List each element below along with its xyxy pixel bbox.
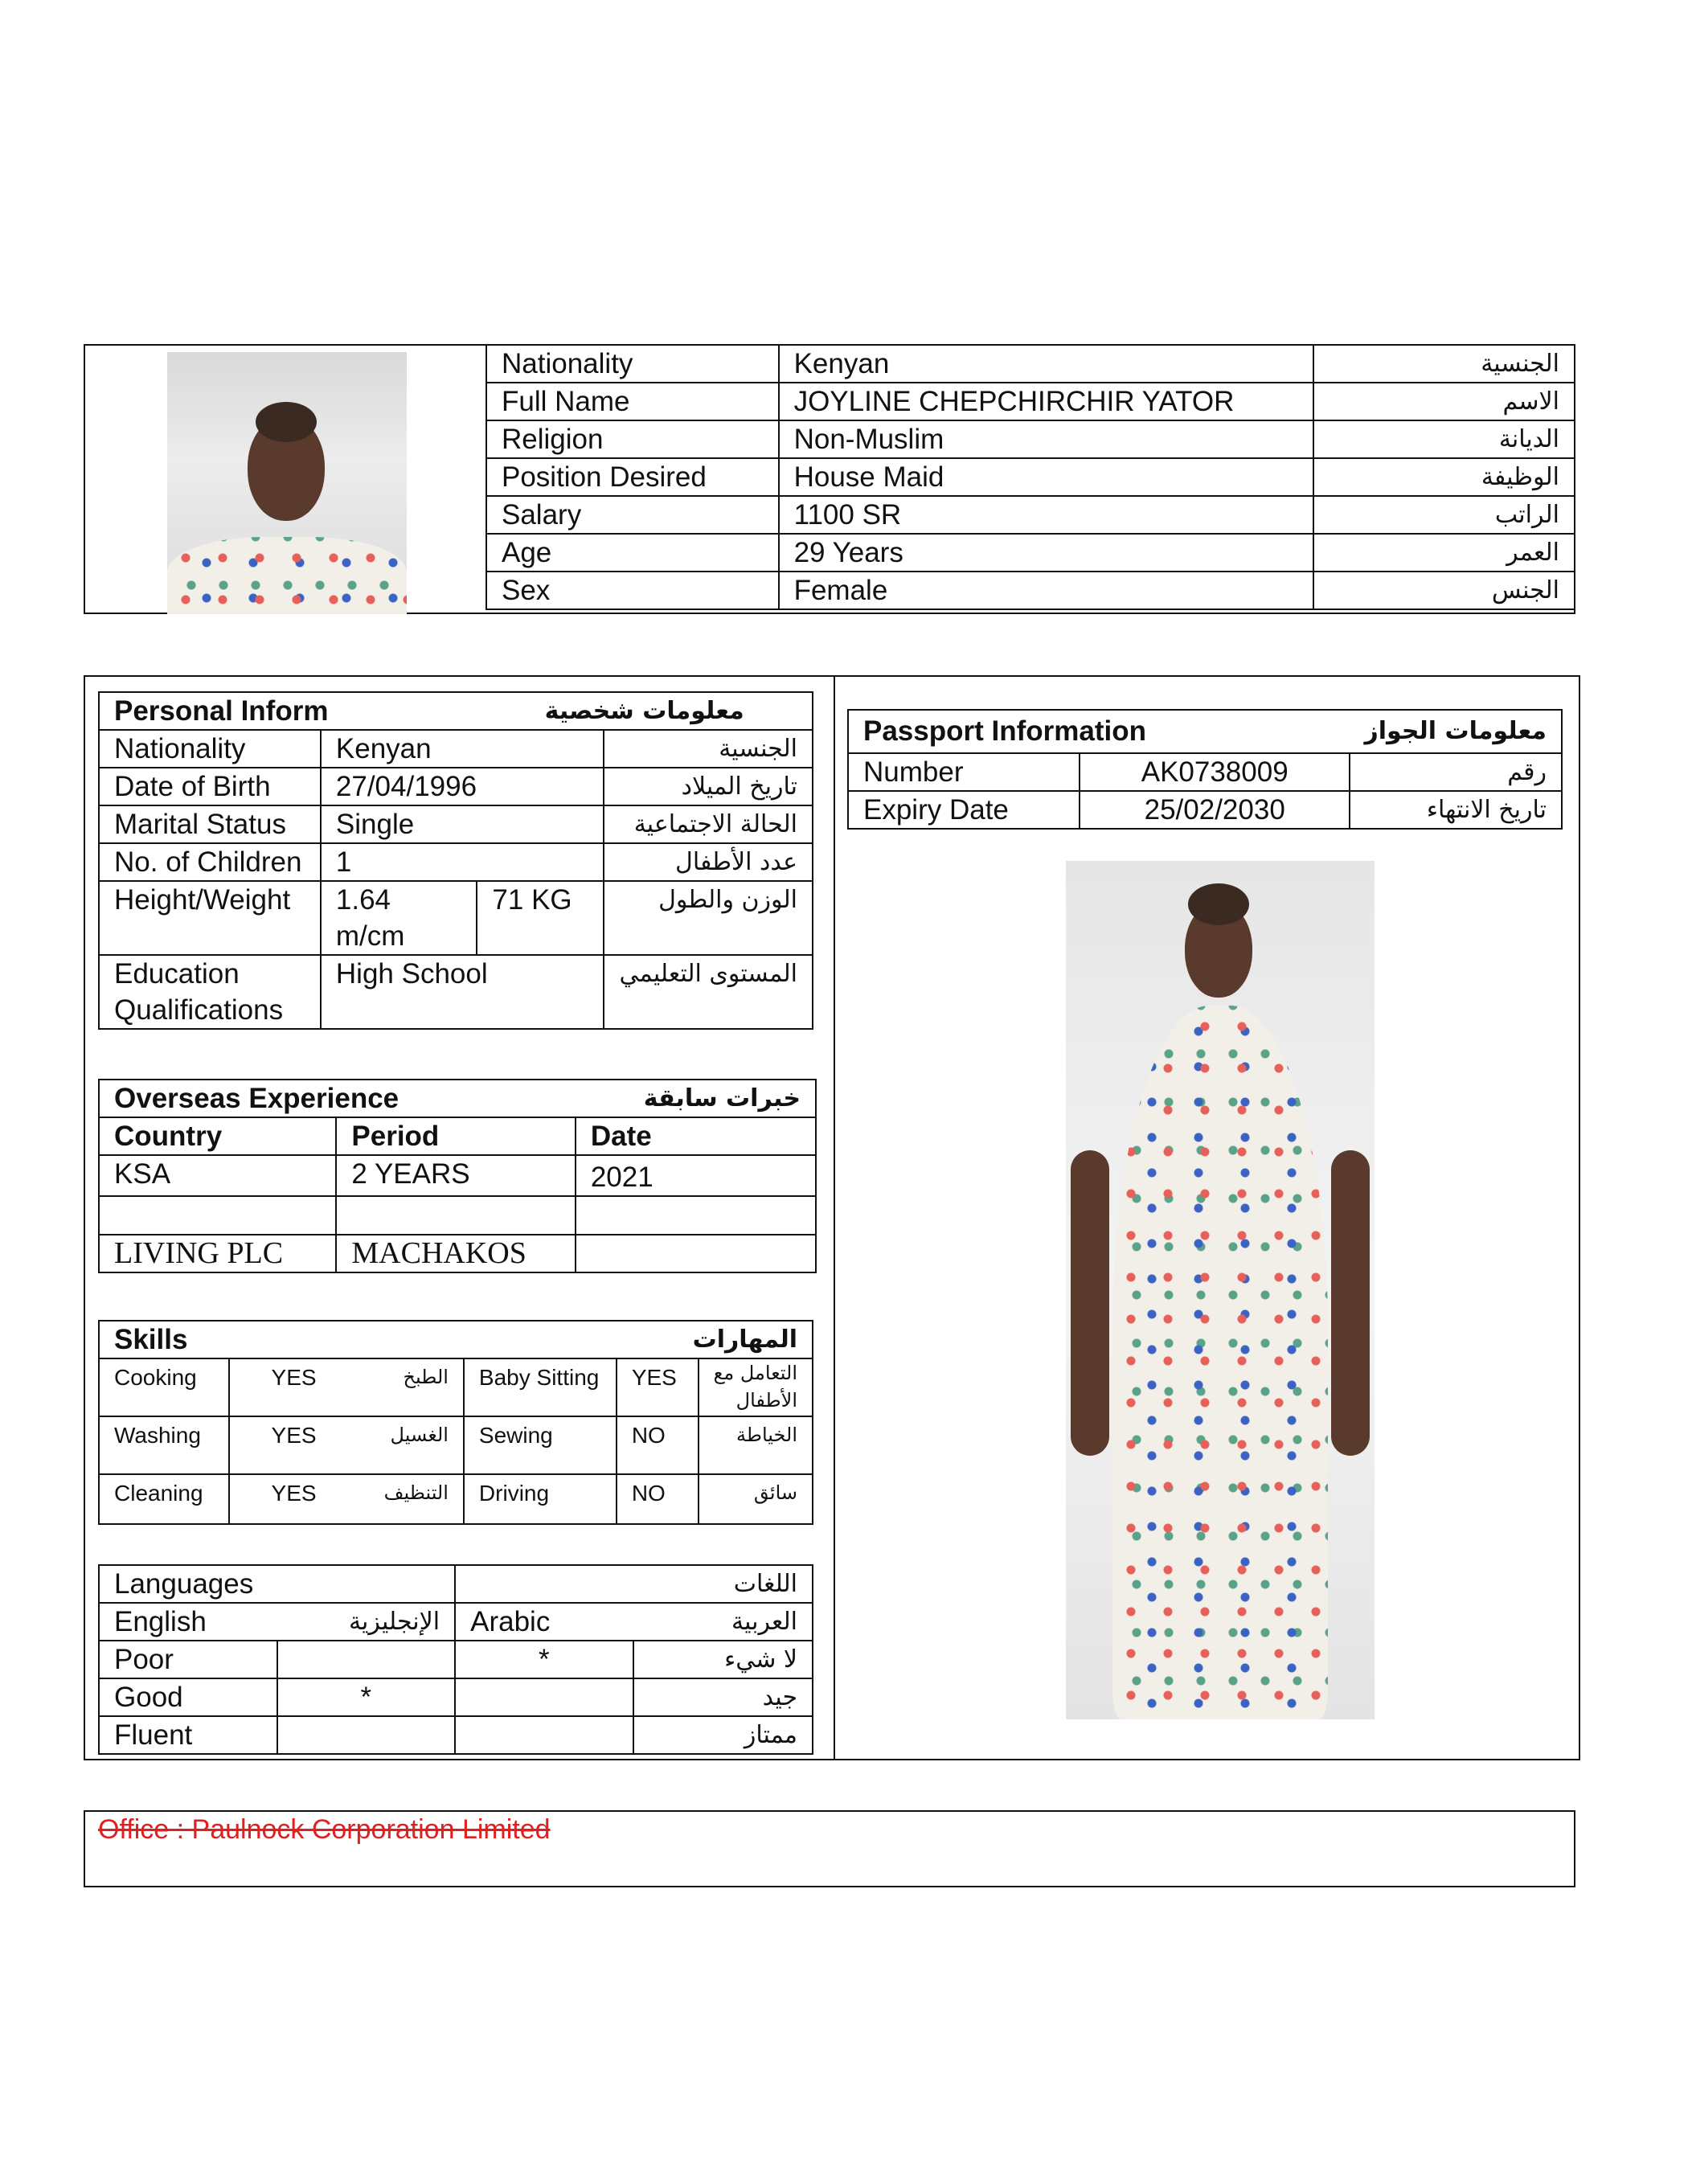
field-label bbox=[99, 955, 321, 1029]
table-row bbox=[486, 496, 1575, 534]
skills-title-ar: المهارات bbox=[464, 1321, 813, 1358]
height-value: 1.64 bbox=[335, 884, 391, 916]
table-row bbox=[99, 1080, 816, 1117]
education-label-1: Education bbox=[114, 958, 240, 990]
level-arabic bbox=[455, 1716, 633, 1754]
table-row bbox=[99, 1641, 813, 1678]
full-body-photo bbox=[1066, 861, 1375, 1719]
table-row bbox=[99, 1321, 813, 1358]
header-label: Salary bbox=[486, 496, 779, 534]
table-row bbox=[99, 1358, 813, 1416]
level-english bbox=[277, 1641, 456, 1678]
header-table bbox=[486, 344, 1575, 610]
level-label: Good bbox=[99, 1678, 277, 1716]
header-value: 1100 SR bbox=[779, 496, 1314, 534]
baby-sitting-ar-line2: الأطفال bbox=[735, 1389, 797, 1412]
table-row bbox=[99, 1716, 813, 1754]
skill-label: Sewing bbox=[464, 1416, 617, 1474]
language-arabic-ar: العربية bbox=[633, 1603, 813, 1641]
level-label-ar: لا شيء bbox=[633, 1641, 813, 1678]
table-row bbox=[99, 1474, 813, 1524]
languages-table bbox=[98, 1564, 813, 1755]
table-cell: MACHAKOS bbox=[336, 1235, 575, 1272]
field-label-ar: تاريخ الميلاد bbox=[604, 768, 813, 805]
language-english: English bbox=[99, 1603, 277, 1641]
field-value: Single bbox=[321, 805, 604, 843]
table-row bbox=[99, 730, 813, 768]
header-label: Full Name bbox=[486, 383, 779, 420]
field-label: Height/Weight bbox=[99, 881, 321, 955]
office-box bbox=[84, 1810, 1575, 1887]
skill-label: Driving bbox=[464, 1474, 617, 1524]
level-label-ar: ممتاز bbox=[633, 1716, 813, 1754]
table-row bbox=[486, 572, 1575, 609]
passport-table bbox=[847, 709, 1563, 830]
table-row bbox=[99, 692, 813, 730]
skill-label: Baby Sitting bbox=[464, 1358, 617, 1416]
field-label: Expiry Date bbox=[848, 791, 1080, 829]
table-row bbox=[99, 805, 813, 843]
field-value: High School bbox=[321, 955, 604, 1029]
field-label: Date of Birth bbox=[99, 768, 321, 805]
height-unit: m/cm bbox=[335, 920, 405, 952]
skill-value: YES bbox=[229, 1358, 349, 1416]
skill-value: NO bbox=[617, 1474, 699, 1524]
column-header: Country bbox=[99, 1117, 336, 1155]
table-row bbox=[99, 1416, 813, 1474]
table-row bbox=[848, 710, 1562, 753]
level-arabic: * bbox=[455, 1641, 633, 1678]
language-english-ar: الإنجليزية bbox=[277, 1603, 456, 1641]
skills-title: Skills bbox=[99, 1321, 464, 1358]
skill-label: Cooking bbox=[99, 1358, 229, 1416]
passport-title-ar: معلومات الجواز bbox=[1350, 710, 1562, 753]
level-english: * bbox=[277, 1678, 456, 1716]
weight-value: 71 KG bbox=[477, 881, 604, 955]
main-divider bbox=[834, 675, 835, 1760]
level-label-ar: جيد bbox=[633, 1678, 813, 1716]
table-row bbox=[486, 458, 1575, 496]
header-value: 29 Years bbox=[779, 534, 1314, 572]
header-label-ar: الجنسية bbox=[1313, 345, 1575, 383]
level-english bbox=[277, 1716, 456, 1754]
field-label-ar: المستوى التعليمي bbox=[604, 955, 813, 1029]
header-value: House Maid bbox=[779, 458, 1314, 496]
field-value bbox=[321, 881, 477, 955]
table-cell: KSA bbox=[99, 1155, 336, 1196]
skill-label-ar bbox=[699, 1358, 813, 1416]
field-label-ar: الجنسية bbox=[604, 730, 813, 768]
skill-value: YES bbox=[229, 1416, 349, 1474]
skill-value: YES bbox=[229, 1474, 349, 1524]
table-cell bbox=[336, 1196, 575, 1235]
personal-title: Personal Inform bbox=[99, 692, 477, 730]
languages-title: Languages bbox=[99, 1565, 455, 1603]
column-header: Period bbox=[336, 1117, 575, 1155]
table-row bbox=[99, 1678, 813, 1716]
office-text: Office : Paulnock Corporation Limited bbox=[98, 1814, 551, 1845]
skill-label: Washing bbox=[99, 1416, 229, 1474]
skills-table bbox=[98, 1320, 813, 1525]
header-value: Non-Muslim bbox=[779, 420, 1314, 458]
table-row bbox=[99, 881, 813, 955]
field-label-ar: الوزن والطول bbox=[604, 881, 813, 955]
language-arabic: Arabic bbox=[455, 1603, 633, 1641]
experience-title: Overseas Experience bbox=[99, 1080, 576, 1117]
personal-title-ar: معلومات شخصية bbox=[477, 692, 813, 730]
portrait-photo bbox=[167, 352, 407, 614]
table-cell: 2 YEARS bbox=[336, 1155, 575, 1196]
header-label-ar: العمر bbox=[1313, 534, 1575, 572]
skill-value: YES bbox=[617, 1358, 699, 1416]
header-value: JOYLINE CHEPCHIRCHIR YATOR bbox=[779, 383, 1314, 420]
table-cell bbox=[576, 1235, 816, 1272]
table-row bbox=[486, 420, 1575, 458]
header-label-ar: الوظيفة bbox=[1313, 458, 1575, 496]
table-row bbox=[848, 791, 1562, 829]
table-row bbox=[99, 1235, 816, 1272]
education-label-2: Qualifications bbox=[114, 994, 284, 1026]
field-label: Marital Status bbox=[99, 805, 321, 843]
table-cell: 2021 bbox=[576, 1155, 816, 1196]
field-label-ar: عدد الأطفال bbox=[604, 843, 813, 881]
table-cell bbox=[576, 1196, 816, 1235]
table-cell bbox=[99, 1196, 336, 1235]
level-label: Poor bbox=[99, 1641, 277, 1678]
field-label-ar: تاريخ الانتهاء bbox=[1350, 791, 1562, 829]
header-label-ar: الاسم bbox=[1313, 383, 1575, 420]
table-row bbox=[99, 1117, 816, 1155]
table-row bbox=[99, 955, 813, 1029]
column-header: Date bbox=[576, 1117, 816, 1155]
skill-label: Cleaning bbox=[99, 1474, 229, 1524]
skill-label-ar: الغسيل bbox=[349, 1416, 464, 1474]
table-row bbox=[99, 1155, 816, 1196]
table-row bbox=[99, 1565, 813, 1603]
header-value: Kenyan bbox=[779, 345, 1314, 383]
field-label-ar: رقم bbox=[1350, 753, 1562, 791]
header-label: Religion bbox=[486, 420, 779, 458]
level-arabic bbox=[455, 1678, 633, 1716]
baby-sitting-ar-line1: التعامل مع bbox=[713, 1362, 797, 1384]
passport-number: AK0738009 bbox=[1080, 753, 1350, 791]
level-label: Fluent bbox=[99, 1716, 277, 1754]
header-value: Female bbox=[779, 572, 1314, 609]
personal-table bbox=[98, 691, 813, 1030]
header-label: Position Desired bbox=[486, 458, 779, 496]
table-row bbox=[99, 1603, 813, 1641]
experience-title-ar: خبرات سابقة bbox=[576, 1080, 816, 1117]
table-cell: LIVING PLC bbox=[99, 1235, 336, 1272]
header-label: Age bbox=[486, 534, 779, 572]
field-label: Number bbox=[848, 753, 1080, 791]
table-row bbox=[486, 345, 1575, 383]
field-value: 27/04/1996 bbox=[321, 768, 604, 805]
skill-label-ar: التنظيف bbox=[349, 1474, 464, 1524]
field-label: Nationality bbox=[99, 730, 321, 768]
table-row bbox=[848, 753, 1562, 791]
experience-table bbox=[98, 1079, 817, 1273]
header-label: Nationality bbox=[486, 345, 779, 383]
header-label: Sex bbox=[486, 572, 779, 609]
field-label: No. of Children bbox=[99, 843, 321, 881]
table-row bbox=[99, 1196, 816, 1235]
field-label-ar: الحالة الاجتماعية bbox=[604, 805, 813, 843]
passport-expiry: 25/02/2030 bbox=[1080, 791, 1350, 829]
table-row bbox=[486, 383, 1575, 420]
table-row bbox=[99, 768, 813, 805]
languages-title-ar: اللغات bbox=[455, 1565, 813, 1603]
passport-title: Passport Information bbox=[848, 710, 1350, 753]
header-label-ar: الجنس bbox=[1313, 572, 1575, 609]
table-row bbox=[99, 843, 813, 881]
skill-value: NO bbox=[617, 1416, 699, 1474]
header-label-ar: الديانة bbox=[1313, 420, 1575, 458]
field-value: Kenyan bbox=[321, 730, 604, 768]
skill-label-ar: الخياطة bbox=[699, 1416, 813, 1474]
header-label-ar: الراتب bbox=[1313, 496, 1575, 534]
table-row bbox=[486, 534, 1575, 572]
field-value: 1 bbox=[321, 843, 604, 881]
skill-label-ar: سائق bbox=[699, 1474, 813, 1524]
skill-label-ar: الطبخ bbox=[349, 1358, 464, 1416]
